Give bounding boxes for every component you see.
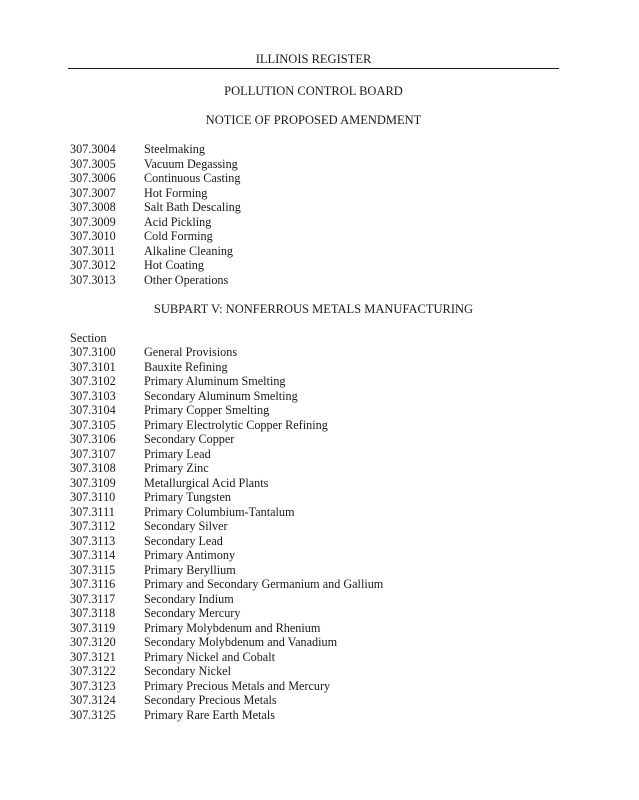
section-row	[70, 215, 241, 230]
section-number: 307.3013	[70, 272, 116, 287]
section-row	[70, 548, 383, 563]
section-title: Secondary Molybdenum and Vanadium	[144, 635, 338, 649]
section-number: 307.3110	[70, 490, 116, 504]
section-row	[70, 432, 383, 447]
section-row	[70, 635, 383, 650]
section-number: 307.3108	[70, 461, 116, 475]
section-number: 307.3121	[70, 649, 116, 664]
section-column-label: Section	[70, 331, 107, 345]
section-row	[70, 519, 383, 534]
section-row	[70, 679, 383, 694]
section-title: Secondary Silver	[144, 519, 228, 533]
section-title: Primary Aluminum Smelting	[144, 374, 286, 388]
section-number: 307.3125	[70, 707, 116, 722]
section-row	[70, 360, 383, 375]
section-title: Primary Antimony	[144, 548, 236, 562]
section-title: Primary Precious Metals and Mercury	[144, 678, 331, 693]
section-number: 307.3106	[70, 432, 116, 446]
section-row	[70, 577, 383, 592]
section-title: Primary Nickel and Cobalt	[144, 649, 275, 664]
section-title: Primary Molybdenum and Rhenium	[144, 620, 321, 635]
board-name: POLLUTION CONTROL BOARD	[224, 84, 403, 98]
section-number: 307.3115	[70, 562, 116, 577]
register-header: ILLINOIS REGISTER	[255, 52, 372, 66]
section-title: Primary Tungsten	[144, 490, 232, 504]
section-title: Continuous Casting	[144, 171, 241, 185]
section-row	[70, 563, 383, 578]
section-number: 307.3122	[70, 664, 116, 678]
section-title: Primary Beryllium	[144, 562, 236, 577]
section-number: 307.3007	[70, 185, 116, 200]
section-number: 307.3101	[70, 359, 116, 374]
section-number: 307.3120	[70, 635, 116, 649]
section-number: 307.3103	[70, 388, 116, 403]
section-number: 307.3105	[70, 417, 116, 432]
section-number: 307.3109	[70, 475, 116, 490]
section-number: 307.3006	[70, 171, 116, 185]
section-title: General Provisions	[144, 345, 238, 359]
section-title: Secondary Indium	[144, 591, 234, 606]
section-title: Primary Rare Earth Metals	[144, 707, 275, 722]
section-number: 307.3117	[70, 591, 116, 606]
section-row	[70, 345, 383, 360]
section-title: Primary Zinc	[144, 461, 209, 475]
section-row	[70, 447, 383, 462]
section-number: 307.3119	[70, 620, 116, 635]
section-row	[70, 621, 383, 636]
section-title: Primary Copper Smelting	[144, 403, 270, 417]
section-list-subpart-u	[70, 142, 241, 287]
section-number: 307.3107	[70, 446, 116, 461]
section-row	[70, 244, 241, 259]
section-row	[70, 389, 383, 404]
section-number: 307.3010	[70, 229, 116, 243]
section-title: Secondary Precious Metals	[144, 693, 277, 707]
section-number: 307.3012	[70, 258, 116, 272]
section-list-subpart-v	[70, 345, 383, 722]
section-title: Secondary Copper	[144, 432, 235, 446]
section-row	[70, 664, 383, 679]
section-number: 307.3005	[70, 156, 116, 171]
section-row	[70, 592, 383, 607]
section-row	[70, 534, 383, 549]
section-row	[70, 157, 241, 172]
section-title: Primary Lead	[144, 446, 211, 461]
section-number: 307.3102	[70, 374, 116, 388]
section-row	[70, 403, 383, 418]
section-row	[70, 258, 241, 273]
header-divider	[68, 68, 559, 69]
section-row	[70, 708, 383, 723]
section-title: Hot Coating	[144, 258, 204, 272]
section-number: 307.3111	[70, 504, 115, 519]
subpart-heading: SUBPART V: NONFERROUS METALS MANUFACTURING	[153, 302, 474, 316]
section-number: 307.3104	[70, 403, 116, 417]
section-number: 307.3008	[70, 200, 116, 214]
section-number: 307.3114	[70, 548, 116, 562]
section-number: 307.3123	[70, 678, 116, 693]
section-title: Alkaline Cleaning	[144, 243, 234, 258]
section-number: 307.3112	[70, 519, 116, 533]
section-row	[70, 606, 383, 621]
section-row	[70, 186, 241, 201]
section-row	[70, 142, 241, 157]
section-title: Primary and Secondary Germanium and Gallium	[144, 577, 384, 591]
section-row	[70, 171, 241, 186]
section-title: Acid Pickling	[144, 214, 212, 229]
notice-title: NOTICE OF PROPOSED AMENDMENT	[205, 113, 422, 127]
section-row	[70, 461, 383, 476]
section-row	[70, 273, 241, 288]
section-number: 307.3100	[70, 345, 116, 359]
section-title: Vacuum Degassing	[144, 156, 238, 171]
section-row	[70, 374, 383, 389]
section-row	[70, 229, 241, 244]
section-title: Metallurgical Acid Plants	[144, 475, 269, 490]
section-row	[70, 490, 383, 505]
section-number: 307.3116	[70, 577, 116, 591]
section-number: 307.3124	[70, 693, 116, 707]
section-title: Steelmaking	[144, 142, 205, 156]
section-title: Hot Forming	[144, 185, 208, 200]
section-row	[70, 505, 383, 520]
section-title: Primary Electrolytic Copper Refining	[144, 417, 328, 432]
section-row	[70, 476, 383, 491]
section-title: Secondary Mercury	[144, 606, 241, 620]
section-row	[70, 693, 383, 708]
section-row	[70, 200, 241, 215]
section-title: Primary Columbium-Tantalum	[144, 504, 295, 519]
section-title: Other Operations	[144, 272, 229, 287]
section-number: 307.3113	[70, 533, 116, 548]
section-title: Secondary Lead	[144, 533, 223, 548]
section-number: 307.3118	[70, 606, 116, 620]
section-number: 307.3011	[70, 243, 116, 258]
section-title: Cold Forming	[144, 229, 213, 243]
section-title: Secondary Aluminum Smelting	[144, 388, 298, 403]
section-row	[70, 418, 383, 433]
section-number: 307.3004	[70, 142, 116, 156]
section-number: 307.3009	[70, 214, 116, 229]
section-row	[70, 650, 383, 665]
section-title: Secondary Nickel	[144, 664, 231, 678]
section-title: Bauxite Refining	[144, 359, 228, 374]
section-title: Salt Bath Descaling	[144, 200, 241, 214]
